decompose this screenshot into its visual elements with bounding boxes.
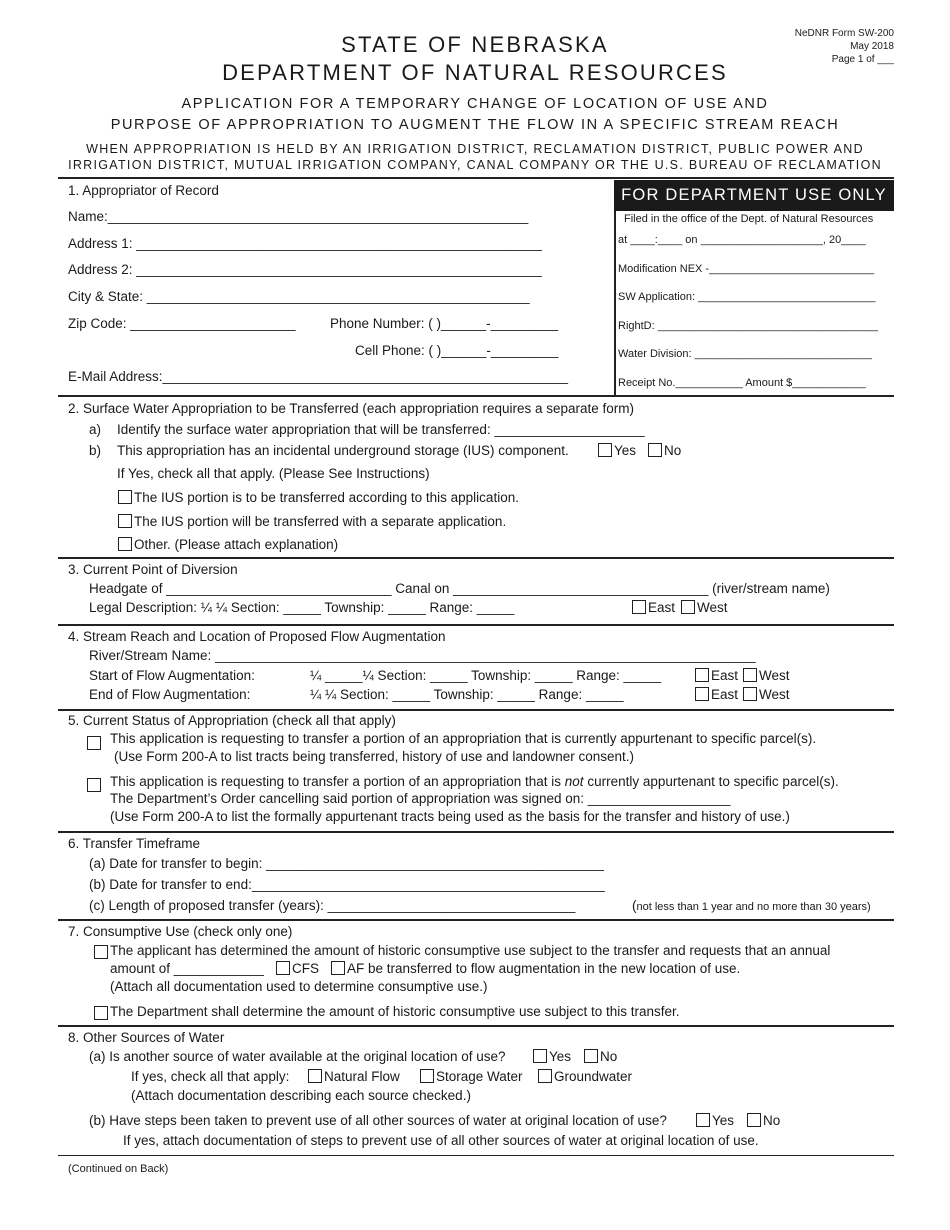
start-augmentation-field[interactable]: ¼ _____¼ Section: _____ Township: _____ Range: _____ [310,668,662,683]
cu-cfs[interactable]: CFS [276,961,319,976]
other-source-no[interactable]: No [584,1049,617,1064]
pod-east[interactable]: East [632,600,675,615]
checkbox[interactable] [118,514,132,528]
source-attach-note: (Attach documentation describing each source checked.) [131,1088,471,1103]
other-source-question: (a) Is another source of water available at the original location of use? [89,1049,506,1064]
divider [58,557,894,559]
start-augmentation-label: Start of Flow Augmentation: [89,668,255,683]
form-title-line2: PURPOSE OF APPROPRIATION TO AUGMENT THE FLOW IN A SPECIFIC STREAM REACH [110,117,840,133]
transfer-length-field[interactable]: (c) Length of proposed transfer (years): _________________________________ [89,898,576,913]
dept-box-border [614,180,616,396]
divider [58,709,894,711]
river-name-field[interactable]: River/Stream Name: ________________________________________________________________________ [89,648,756,663]
item-a-label: a) [89,422,102,437]
checkbox[interactable] [695,668,709,682]
checkbox[interactable] [747,1113,761,1127]
city-state-field[interactable]: City & State: ___________________________________________________ [68,289,530,304]
headgate-field[interactable]: Headgate of ______________________________ Canal on __________________________________ (river/stream name) [89,581,830,596]
prevent-use-note: If yes, attach documentation of steps to prevent use of all other sources of water at original location of use. [123,1133,759,1148]
end-east[interactable]: East [695,687,738,702]
zip-field[interactable]: Zip Code: ______________________ [68,316,296,331]
continued-note: (Continued on Back) [68,1163,169,1175]
end-west[interactable]: West [743,687,790,702]
checkbox[interactable] [118,537,132,551]
transfer-length-note: (not less than 1 year and no more than 30 years) [632,898,871,913]
other-source-yes[interactable]: Yes [533,1049,571,1064]
source-natural-flow[interactable]: Natural Flow [308,1069,400,1084]
address2-field[interactable]: Address 2: ______________________________________________________ [68,262,542,277]
dept-modification: Modification NEX -___________________________ [618,263,875,275]
checkbox[interactable] [681,600,695,614]
dept-filed: Filed in the office of the Dept. of Natural Resources [624,213,874,225]
email-field[interactable]: E-Mail Address:______________________________________________________ [68,369,568,384]
checkbox[interactable] [632,600,646,614]
cu-amount-field[interactable]: amount of ____________ [110,961,264,976]
section-6-heading: 6. Transfer Timeframe [68,836,201,851]
cell-field[interactable]: Cell Phone: ( )______-_________ [355,343,559,358]
transfer-end-field[interactable]: (b) Date for transfer to end:_______________________________________________ [89,877,605,892]
checkbox[interactable] [538,1069,552,1083]
form-page: Page 1 of ___ [831,54,894,65]
dept-use-banner: FOR DEPARTMENT USE ONLY [614,180,894,211]
prevent-use-no[interactable]: No [747,1113,780,1128]
item-b-label: b) [89,443,102,458]
end-augmentation-field[interactable]: ¼ ¼ Section: _____ Township: _____ Range: _____ [310,687,624,702]
cu-option-1-checkbox[interactable] [94,945,108,959]
source-storage-water[interactable]: Storage Water [420,1069,523,1084]
section-7-heading: 7. Consumptive Use (check only one) [68,924,293,939]
dept-sw-application: SW Application: _____________________________ [618,291,876,303]
source-groundwater[interactable]: Groundwater [538,1069,632,1084]
divider [58,919,894,921]
status-option-2-checkbox[interactable] [87,778,101,792]
ius-no[interactable]: No [648,443,681,458]
divider [58,1155,894,1156]
section-8-heading: 8. Other Sources of Water [68,1030,225,1045]
divider [58,1025,894,1027]
form-number: NeDNR Form SW-200 [794,28,894,39]
checkbox[interactable] [598,443,612,457]
divider [58,624,894,626]
status-option-2-line1: This application is requesting to transfer a portion of an appropriation that is not currently appurtenant to specific parcel(s). [110,774,839,789]
checkbox[interactable] [420,1069,434,1083]
checkbox[interactable] [533,1049,547,1063]
ius-option-3[interactable]: Other. (Please attach explanation) [118,537,338,552]
checkbox[interactable] [648,443,662,457]
status-option-2-line2[interactable]: The Department’s Order cancelling said portion of appropriation was signed on: ___________________ [110,791,731,806]
phone-field[interactable]: Phone Number: ( )______-_________ [330,316,559,331]
checkbox[interactable] [118,490,132,504]
cu-option-2: The Department shall determine the amount of historic consumptive use subject to this transfer. [110,1004,680,1019]
checkbox[interactable] [584,1049,598,1063]
status-option-1-line1: This application is requesting to transfer a portion of an appropriation that is currently appurtenant to specific parcel(s). [110,731,817,746]
status-option-2-line3: (Use Form 200-A to list the formally appurtenant tracts being used as the basis for the transfer and history of use.) [110,809,790,824]
section-3-heading: 3. Current Point of Diversion [68,562,238,577]
form-title-line1: APPLICATION FOR A TEMPORARY CHANGE OF LOCATION OF USE AND [181,96,769,112]
ius-instructions: If Yes, check all that apply. (Please See Instructions) [117,466,430,481]
legal-description-field[interactable]: Legal Description: ¼ ¼ Section: _____ Township: _____ Range: _____ [89,600,515,615]
department-title: DEPARTMENT OF NATURAL RESOURCES [222,60,728,85]
status-option-1-line2: (Use Form 200-A to list tracts being transferred, history of use and landowner consent.) [114,749,634,764]
checkbox[interactable] [696,1113,710,1127]
cu-af[interactable]: AF be transferred to flow augmentation in the new location of use. [331,961,740,976]
section-4-heading: 4. Stream Reach and Location of Proposed Flow Augmentation [68,629,446,644]
checkbox[interactable] [743,687,757,701]
checkbox[interactable] [331,961,345,975]
dept-at-date: at ____:____ on ____________________, 20____ [618,234,866,246]
cu-option-2-checkbox[interactable] [94,1006,108,1020]
ius-option-2[interactable]: The IUS portion will be transferred with a separate application. [118,514,506,529]
form-subtitle-line1: WHEN APPROPRIATION IS HELD BY AN IRRIGATION DISTRICT, RECLAMATION DISTRICT, PUBLIC POWER AND [86,142,864,156]
section-1-heading: 1. Appropriator of Record [68,183,219,198]
divider [58,395,894,397]
divider [58,177,894,179]
pod-west[interactable]: West [681,600,728,615]
section-5-heading: 5. Current Status of Appropriation (check all that apply) [68,713,396,728]
state-title: STATE OF NEBRASKA [341,32,609,57]
appropriation-field[interactable]: Identify the surface water appropriation that will be transferred: ____________________ [117,422,645,437]
prevent-use-question: (b) Have steps been taken to prevent use of all other sources of water at original location of use? [89,1113,667,1128]
dept-receipt: Receipt No.___________ Amount $____________ [618,377,866,389]
prevent-use-yes[interactable]: Yes [696,1113,734,1128]
cu-option-1-line3: (Attach all documentation used to determine consumptive use.) [110,979,488,994]
ius-question: This appropriation has an incidental underground storage (IUS) component. [117,443,569,458]
section-2-heading: 2. Surface Water Appropriation to be Transferred (each appropriation requires a separate form) [68,401,635,416]
end-augmentation-label: End of Flow Augmentation: [89,687,251,702]
form-date: May 2018 [850,41,894,52]
transfer-begin-field[interactable]: (a) Date for transfer to begin: _____________________________________________ [89,856,604,871]
start-west[interactable]: West [743,668,790,683]
checkbox[interactable] [743,668,757,682]
checkbox[interactable] [276,961,290,975]
cu-option-1-line1: The applicant has determined the amount of historic consumptive use subject to the transfer and requests that an annual [110,943,831,958]
start-east[interactable]: East [695,668,738,683]
name-field[interactable]: Name:________________________________________________________ [68,209,529,224]
dept-water-division: Water Division: _____________________________ [618,348,873,360]
source-ifyes: If yes, check all that apply: [131,1069,290,1084]
ius-option-1[interactable]: The IUS portion is to be transferred according to this application. [118,490,519,505]
address1-field[interactable]: Address 1: ______________________________________________________ [68,236,542,251]
dept-right: RightD: ____________________________________ [618,320,878,332]
ius-yes[interactable]: Yes [598,443,636,458]
form-subtitle-line2: IRRIGATION DISTRICT, MUTUAL IRRIGATION COMPANY, CANAL COMPANY OR THE U.S. BUREAU OF RECLAMATION [68,158,882,172]
checkbox[interactable] [695,687,709,701]
divider [58,831,894,833]
checkbox[interactable] [308,1069,322,1083]
status-option-1-checkbox[interactable] [87,736,101,750]
